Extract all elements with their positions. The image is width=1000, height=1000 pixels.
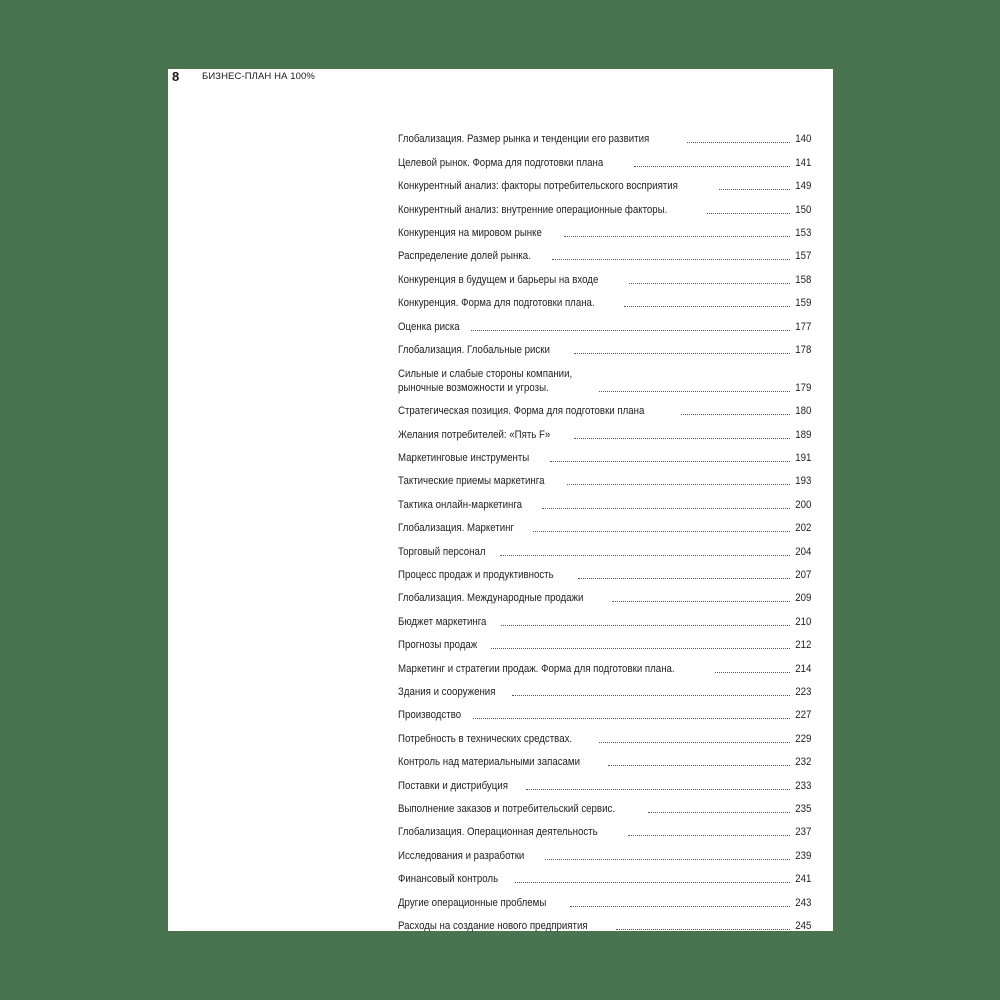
toc-entry-page: 235 <box>794 802 811 815</box>
toc-entry-title: Маркетинг и стратегии продаж. Форма для подготовки плана. <box>398 662 675 675</box>
toc-entry-text <box>398 919 793 933</box>
toc-entry[interactable] <box>398 839 811 862</box>
running-head <box>172 69 315 83</box>
toc-entry[interactable] <box>398 217 811 240</box>
toc-entry-title: Глобализация. Маркетинг <box>398 522 515 535</box>
toc-entry-page: 214 <box>794 662 811 675</box>
toc-entry[interactable] <box>398 123 811 146</box>
toc-entry-page: 239 <box>794 849 811 862</box>
toc-entry-page: 207 <box>794 569 811 582</box>
toc-entry-page: 159 <box>794 297 811 310</box>
toc-entry-page: 204 <box>794 545 811 558</box>
toc-entry[interactable] <box>398 334 811 357</box>
toc-entry[interactable] <box>398 263 811 286</box>
dot-leader <box>471 330 790 331</box>
toc-entry-page: 212 <box>794 639 811 652</box>
toc-entry-page: 223 <box>794 685 811 698</box>
toc-entry[interactable] <box>398 287 811 310</box>
toc-entry[interactable] <box>398 769 811 792</box>
toc-entry-text <box>398 203 793 217</box>
dot-leader <box>612 601 790 602</box>
toc-entry-page: 227 <box>794 709 811 722</box>
toc-entry-page: 233 <box>794 779 811 792</box>
dot-leader <box>545 859 790 860</box>
toc-entry-title: Расходы на создание нового предприятия <box>398 919 588 932</box>
toc-entry[interactable] <box>398 910 811 933</box>
dot-leader <box>567 484 789 485</box>
book-page <box>168 69 833 931</box>
toc-entry-title: Конкуренция. Форма для подготовки плана. <box>398 297 595 310</box>
toc-entry-text <box>398 521 793 535</box>
toc-entry[interactable] <box>398 746 811 769</box>
toc-entry-text <box>398 428 793 442</box>
toc-entry-title: Оценка риска <box>398 320 460 333</box>
toc-entry[interactable] <box>398 535 811 558</box>
toc-entry[interactable] <box>398 465 811 488</box>
toc-entry-text <box>398 732 793 746</box>
toc-entry-title: рыночные возможности и угрозы. <box>398 381 549 394</box>
toc-entry[interactable] <box>398 886 811 909</box>
toc-entry-title: Желания потребителей: «Пять F» <box>398 428 551 441</box>
toc-entry-title: Целевой рынок. Форма для подготовки плана <box>398 156 604 169</box>
toc-entry-text <box>398 498 793 512</box>
toc-entry-page: 189 <box>794 428 811 441</box>
toc-entry-page: 141 <box>794 156 811 169</box>
dot-leader <box>500 555 789 556</box>
toc-entry-page: 193 <box>794 475 811 488</box>
toc-entry-text <box>398 662 793 676</box>
toc-entry-title: Торговый персонал <box>398 545 486 558</box>
toc-entry-page: 229 <box>794 732 811 745</box>
toc-entry-page: 178 <box>794 343 811 356</box>
toc-entry-title: Глобализация. Операционная деятельность <box>398 826 598 839</box>
toc-entry-title: Распределение долей рынка. <box>398 250 531 263</box>
toc-entry-text <box>398 591 793 605</box>
toc-entry-page: 210 <box>794 615 811 628</box>
toc-entry-page: 202 <box>794 522 811 535</box>
toc-entry-page: 149 <box>794 180 811 193</box>
toc-entry-title-line1: Сильные и слабые стороны компании, <box>398 367 573 380</box>
dot-leader <box>578 578 790 579</box>
toc-entry-title: Стратегическая позиция. Форма для подготовки плана <box>398 405 645 418</box>
dot-leader <box>616 929 789 930</box>
toc-entry-text <box>398 825 793 839</box>
toc-entry-text <box>398 849 793 863</box>
book-title: БИЗНЕС-ПЛАН НА 100% <box>202 70 315 82</box>
toc-entry-page: 153 <box>794 226 811 239</box>
dot-leader <box>564 236 789 237</box>
toc-entry-text <box>398 226 793 240</box>
toc-entry-page: 157 <box>794 250 811 263</box>
dot-leader <box>473 718 790 719</box>
toc-entry-title: Тактика онлайн-маркетинга <box>398 498 523 511</box>
toc-entry[interactable] <box>398 816 811 839</box>
toc-entry-text <box>398 685 793 699</box>
dot-leader <box>681 414 790 415</box>
toc-entry-title: Производство <box>398 709 462 722</box>
toc-entry-title: Бюджет маркетинга <box>398 615 487 628</box>
toc-entry-title: Конкуренция на мировом рынке <box>398 226 542 239</box>
dot-leader <box>491 648 790 649</box>
toc-entry[interactable] <box>398 629 811 652</box>
dot-leader <box>599 742 790 743</box>
dot-leader <box>574 353 790 354</box>
toc-entry-text <box>398 451 793 465</box>
toc-entry-page: 200 <box>794 498 811 511</box>
toc-entry-page: 245 <box>794 919 811 932</box>
toc-entry-text <box>398 343 793 357</box>
toc-entry[interactable] <box>398 310 811 333</box>
toc-entry[interactable] <box>398 652 811 675</box>
toc-entry-text <box>398 755 793 769</box>
toc-entry-title: Процесс продаж и продуктивность <box>398 569 554 582</box>
dot-leader <box>552 259 790 260</box>
toc-entry-text <box>398 568 793 582</box>
toc-entry-text <box>398 708 793 722</box>
toc-entry-text <box>398 404 793 418</box>
toc-entry-text <box>398 872 793 886</box>
toc-entry-title: Контроль над материальными запасами <box>398 756 580 769</box>
toc-entry[interactable] <box>398 488 811 511</box>
dot-leader <box>526 789 790 790</box>
toc-entry[interactable] <box>398 357 811 395</box>
toc-entry[interactable] <box>398 418 811 441</box>
toc-entry[interactable] <box>398 863 811 886</box>
toc-entry[interactable] <box>398 512 811 535</box>
toc-entry-title: Глобализация. Размер рынка и тенденции его развития <box>398 133 650 146</box>
toc-entry[interactable] <box>398 240 811 263</box>
toc-entry-text <box>398 296 793 310</box>
toc-entry-title: Маркетинговые инструменты <box>398 452 530 465</box>
toc-entry-text <box>398 156 793 170</box>
toc-entry-title: Глобализация. Глобальные риски <box>398 343 550 356</box>
dot-leader <box>608 765 790 766</box>
toc-entry-page: 158 <box>794 273 811 286</box>
toc-entry-text <box>398 545 793 559</box>
toc-entry[interactable] <box>398 193 811 216</box>
toc-entry-title: Здания и сооружения <box>398 685 496 698</box>
toc-entry-title: Тактические приемы маркетинга <box>398 475 545 488</box>
toc-entry-page: 241 <box>794 873 811 886</box>
dot-leader <box>624 306 789 307</box>
toc-entry[interactable] <box>398 699 811 722</box>
dot-leader <box>687 142 790 143</box>
dot-leader <box>648 812 790 813</box>
toc-entry[interactable] <box>398 559 811 582</box>
dot-leader <box>599 391 790 392</box>
toc-entry-text <box>398 779 793 793</box>
toc-entry-text <box>398 132 793 146</box>
toc-entry-text <box>398 320 793 334</box>
dot-leader <box>629 283 790 284</box>
toc-entry-text <box>398 273 793 287</box>
toc-entry[interactable] <box>398 395 811 418</box>
toc-entry-title: Исследования и разработки <box>398 849 525 862</box>
toc-entry-page: 232 <box>794 756 811 769</box>
page-number: 8 <box>172 68 180 84</box>
toc-entry-text <box>398 249 793 263</box>
toc-entry[interactable] <box>398 442 811 465</box>
toc-entry-text <box>398 179 793 193</box>
toc-entry-title: Прогнозы продаж <box>398 639 478 652</box>
toc-entry-title: Финансовый контроль <box>398 873 499 886</box>
dot-leader <box>501 625 789 626</box>
dot-leader <box>634 166 789 167</box>
dot-leader <box>574 438 790 439</box>
dot-leader <box>512 695 790 696</box>
toc-entry-title: Глобализация. Международные продажи <box>398 592 584 605</box>
toc-entry-text <box>398 802 793 816</box>
table-of-contents <box>398 123 811 933</box>
toc-entry-text <box>398 638 793 652</box>
toc-entry-title: Поставки и дистрибуция <box>398 779 508 792</box>
toc-entry-page: 237 <box>794 826 811 839</box>
toc-entry-page: 243 <box>794 896 811 909</box>
toc-entry-page: 180 <box>794 405 811 418</box>
toc-entry-page: 177 <box>794 320 811 333</box>
toc-entry-page: 179 <box>794 381 811 394</box>
toc-entry-title: Выполнение заказов и потребительский сервис. <box>398 802 616 815</box>
toc-entry[interactable] <box>398 676 811 699</box>
toc-entry[interactable] <box>398 793 811 816</box>
dot-leader <box>707 213 790 214</box>
dot-leader <box>542 508 790 509</box>
toc-entry-text <box>398 367 793 395</box>
dot-leader <box>515 882 790 883</box>
dot-leader <box>533 531 790 532</box>
dot-leader <box>570 906 790 907</box>
toc-entry-text <box>398 615 793 629</box>
dot-leader <box>628 835 790 836</box>
toc-entry-title: Потребность в технических средствах. <box>398 732 573 745</box>
toc-entry-title: Другие операционные проблемы <box>398 896 547 909</box>
toc-entry[interactable] <box>398 722 811 745</box>
dot-leader <box>715 672 789 673</box>
toc-entry[interactable] <box>398 605 811 628</box>
toc-entry-page: 150 <box>794 203 811 216</box>
toc-entry-title: Конкуренция в будущем и барьеры на входе <box>398 273 599 286</box>
toc-entry-text <box>398 474 793 488</box>
toc-entry[interactable] <box>398 582 811 605</box>
dot-leader <box>719 189 790 190</box>
dot-leader <box>550 461 790 462</box>
toc-entry-page: 209 <box>794 592 811 605</box>
toc-entry-page: 191 <box>794 452 811 465</box>
toc-entry[interactable] <box>398 170 811 193</box>
toc-entry-text <box>398 896 793 910</box>
toc-entry-page: 140 <box>794 133 811 146</box>
toc-entry-title: Конкурентный анализ: внутренние операционные факторы. <box>398 203 668 216</box>
toc-entry[interactable] <box>398 146 811 169</box>
toc-entry-title: Конкурентный анализ: факторы потребительского восприятия <box>398 180 678 193</box>
